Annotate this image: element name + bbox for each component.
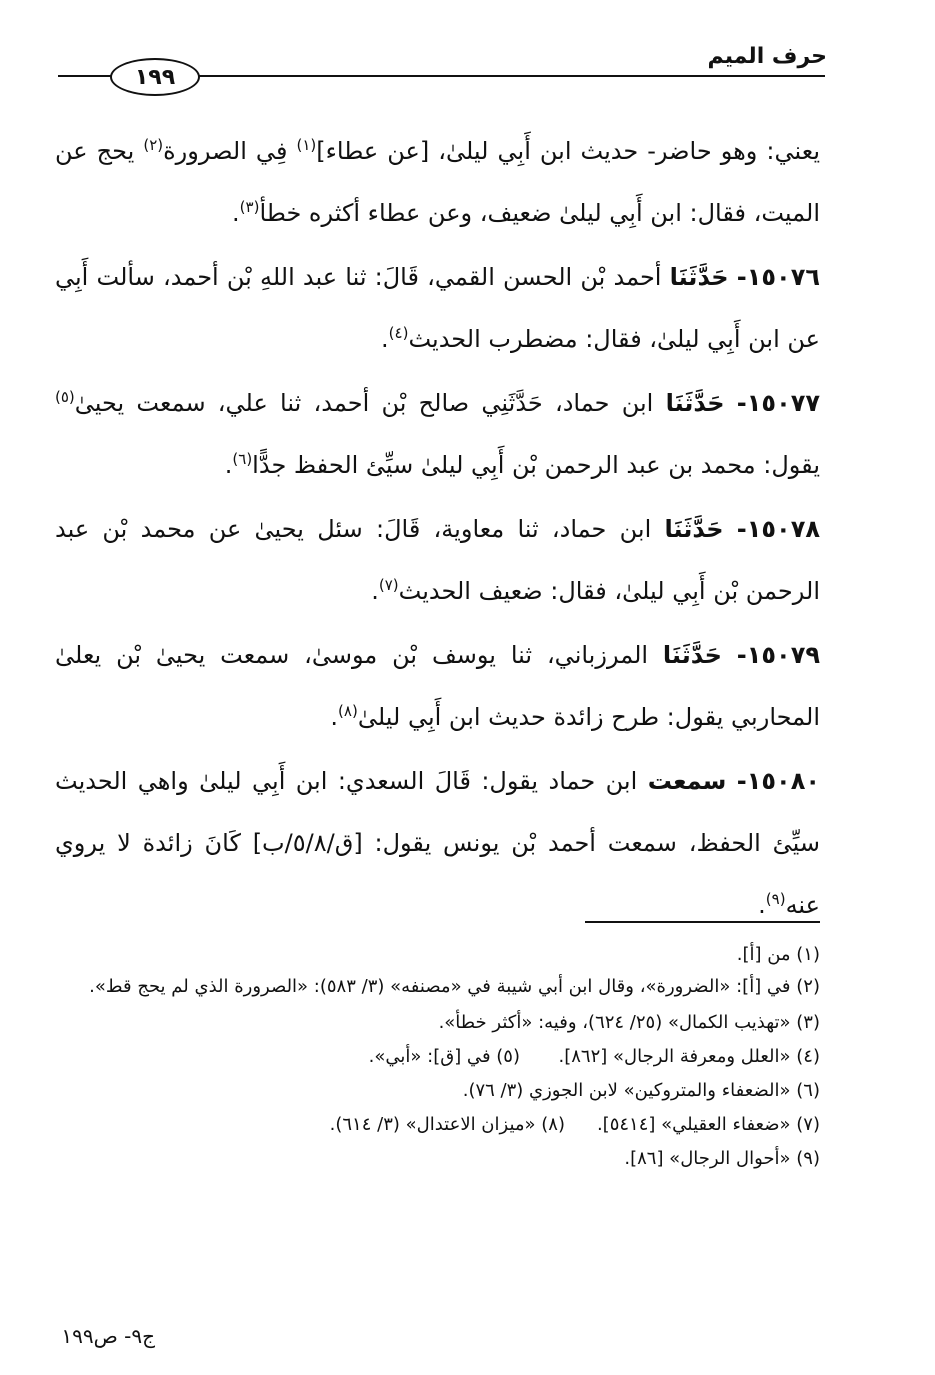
footnote-ref[interactable]: (٣) [239, 198, 260, 216]
text-span: . [758, 891, 766, 919]
footnote-3: (٣) «تهذيب الكمال» (٢٥/ ٦٢٤)، وفيه: «أكثر خطأ». [438, 1012, 820, 1033]
footnote-row-4-5 [55, 1040, 820, 1074]
footnote-ref[interactable]: (٧) [378, 576, 399, 594]
hadith-text: ابن حماد يقول: قَالَ السعدي: ابن أَبِي ليلىٰ واهي الحديث سيِّئ الحفظ، سمعت أحمد بْن يونس يقول: [ق/٥/٨/ب] كَانَ زائدة لا يروي عنه [55, 767, 821, 919]
hadith-15077 [55, 372, 820, 496]
footnote-ref[interactable]: (٨) [338, 702, 358, 720]
body-text [55, 120, 820, 938]
hadith-text: أحمد بْن الحسن القمي، قَالَ: ثنا عبد اللهِ بْن أحمد، سألت أَبِي عن ابن أَبِي ليلىٰ، فقال: مضطرب الحديث [55, 263, 820, 353]
footnote-7: (٧) «ضعفاء العقيلي» [٥٤١٤]. [596, 1114, 820, 1135]
hadith-15079 [55, 624, 820, 748]
text-span: . [232, 199, 240, 227]
text-span: . [381, 325, 389, 353]
footnote-ref[interactable]: (٦) [232, 450, 253, 468]
hadith-text: يقول: محمد بن عبد الرحمن بْن أَبِي ليلىٰ سيِّئ الحفظ جدًّا [252, 451, 820, 479]
footnote-ref[interactable]: (٢) [143, 136, 164, 154]
footnote-divider [585, 921, 820, 923]
footnote-ref[interactable]: (٤) [388, 324, 409, 342]
footnote-ref[interactable]: (٩) [765, 890, 786, 908]
footnote-5: (٥) في [ق]: «أبي». [368, 1046, 520, 1067]
footnote-6: (٦) «الضعفاء والمتروكين» لابن الجوزي (٣/ ٧٦). [462, 1080, 820, 1101]
text-span: يعني: وهو حاضر- حديث ابن أَبِي ليلىٰ، [عن عطاء] [316, 137, 820, 165]
narration-keyword: سمعت [647, 767, 727, 795]
hadith-15080 [55, 750, 820, 936]
hadith-number: ١٥٠٨٠- [736, 767, 820, 795]
hadith-text: ابن حماد، ثنا معاوية، قَالَ: سئل يحيىٰ عن محمد بْن عبد الرحمن بْن أَبِي ليلىٰ، فقال: ضعيف الحديث [55, 515, 820, 605]
text-span: . [330, 703, 339, 731]
narration-keyword: حَدَّثَنَا [662, 641, 722, 669]
paragraph-intro [55, 120, 820, 244]
footnotes [55, 938, 820, 1176]
narration-keyword: حَدَّثَنَا [669, 263, 729, 291]
footnote-8: (٨) «ميزان الاعتدال» (٣/ ٦١٤). [329, 1114, 565, 1135]
footnote-ref[interactable]: (١) [296, 136, 317, 154]
running-header-title: حرف الميم [707, 44, 827, 69]
footnote-4: (٤) «العلل ومعرفة الرجال» [٨٦٢]. [558, 1046, 820, 1067]
hadith-15076 [55, 246, 820, 370]
hadith-number: ١٥٠٧٩- [736, 641, 820, 669]
text-span: . [224, 451, 233, 479]
hadith-text: ابن حماد، حَدَّثَنِي صالح بْن أحمد، ثنا علي، سمعت يحيىٰ [74, 389, 666, 417]
footnote-9: (٩) «أحوال الرجال» [٨٦]. [624, 1148, 820, 1169]
footnote-ref[interactable]: (٥) [55, 388, 75, 406]
footnote-2: (٢) في [أ]: «الضرورة»، وقال ابن أبي شيبة في «مصنفه» (٣/ ٥٨٣): «الصرورة الذي لم يحج قط». [89, 976, 820, 997]
hadith-number: ١٥٠٧٨- [736, 515, 820, 543]
footnote-1: (١) من [أ]. [736, 944, 820, 965]
hadith-text: المرزباني، ثنا يوسف بْن موسىٰ، سمعت يحيىٰ بْن يعلىٰ المحاربي يقول: طرح زائدة حديث ابن أَبِي ليلىٰ [55, 641, 820, 731]
page-footer: ج٩- ص١٩٩ [61, 1324, 155, 1348]
text-span: يحج عن الميت، فقال: ابن أَبِي ليلىٰ ضعيف، وعن عطاء أكثره خطأ [55, 137, 820, 227]
hadith-number: ١٥٠٧٦- [736, 263, 820, 291]
narration-keyword: حَدَّثَنَا [664, 515, 724, 543]
hadith-number: ١٥٠٧٧- [736, 389, 821, 417]
narration-keyword: حَدَّثَنَا [665, 389, 725, 417]
hadith-15078 [55, 498, 820, 622]
text-span: . [371, 577, 379, 605]
footnote-row-7-8 [55, 1108, 820, 1142]
text-span: فِي الصرورة [163, 137, 297, 165]
page-number-badge: ١٩٩ [110, 58, 200, 96]
